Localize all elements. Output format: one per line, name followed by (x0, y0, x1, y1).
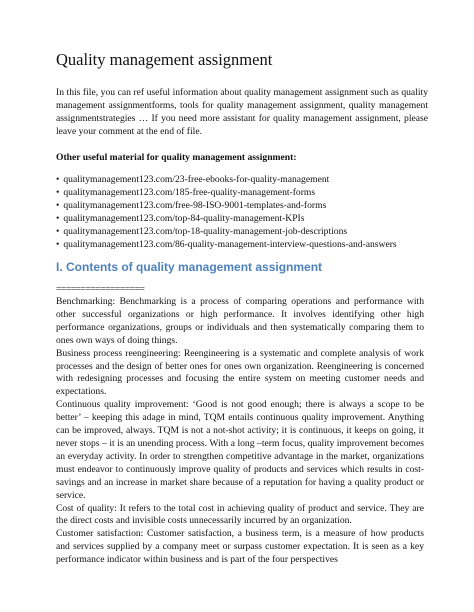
reengineering-paragraph: Business process reengineering: Reengineering is a systematic and complete analysis of work processes and the design of better ones for ones own organization. Reengineering is concerned with redesigning processes and focusing the entire system on meeting customer needs and expectations. (56, 347, 424, 398)
resource-link[interactable]: • qualitymanagement123.com/top-84-quality-management-KPIs (56, 212, 397, 225)
separator-line: ================== (56, 284, 145, 295)
resource-link[interactable]: • qualitymanagement123.com/23-free-ebooks-for-quality-management (56, 173, 397, 186)
document-title: Quality management assignment (56, 50, 273, 69)
resource-link-list (56, 173, 397, 251)
benchmarking-paragraph: Benchmarking: Benchmarking is a process of comparing operations and performance with other successful organizations or high performance. It involves identifying other high performance organizations, groups or individuals and then systematically comparing them to ones own ways of doing things. (56, 296, 424, 346)
customer-satisfaction-paragraph: Customer satisfaction: Customer satisfaction, a business term, is a measure of how products and services supplied by a company meet or surpass customer expectation. It is seen as a key performance indicator within business and is part of the four perspectives (56, 528, 424, 566)
resource-link[interactable]: • qualitymanagement123.com/top-18-quality-management-job-descriptions (56, 225, 397, 238)
resource-link[interactable]: • qualitymanagement123.com/185-free-quality-management-forms (56, 186, 397, 199)
cost-of-quality-paragraph: Cost of quality: It refers to the total cost in achieving quality of product and service. They are the direct costs and invisible costs unnecessarily incurred by an organization. (56, 502, 424, 527)
section-heading: I. Contents of quality management assignment (56, 260, 323, 274)
resource-link[interactable]: • qualitymanagement123.com/86-quality-management-interview-questions-and-answers (56, 238, 397, 251)
other-material-heading: Other useful material for quality management assignment: (56, 152, 297, 163)
intro-paragraph: In this file, you can ref useful information about quality management assignment such as quality management assignmentforms, tools for quality management assignment, quality management assignmentstrategies … If you need more assistant for quality management assignment, please leave your comment at the end of file. (56, 87, 428, 137)
resource-link[interactable]: • qualitymanagement123.com/free-98-ISO-9001-templates-and-forms (56, 199, 397, 212)
continuous-improvement-paragraph: Continuous quality improvement: ‘Good is not good enough; there is always a scope to be better’ – keeping this adage in mind, TQM entails continuous quality improvement. Anything can be improved, always. TQM is not a not-shot activity; it is continuous, it keeps on going, it never stops – it is an unending process. With a long –term focus, quality improvement becomes an everyday activity. In order to strengthen competitive advantage in the market, organizations must endeavor to continuously improve quality of products and services which results in cost-savings and an increase in market share because of a reputation for having a quality product or service. (56, 399, 424, 501)
body-text (56, 296, 424, 567)
